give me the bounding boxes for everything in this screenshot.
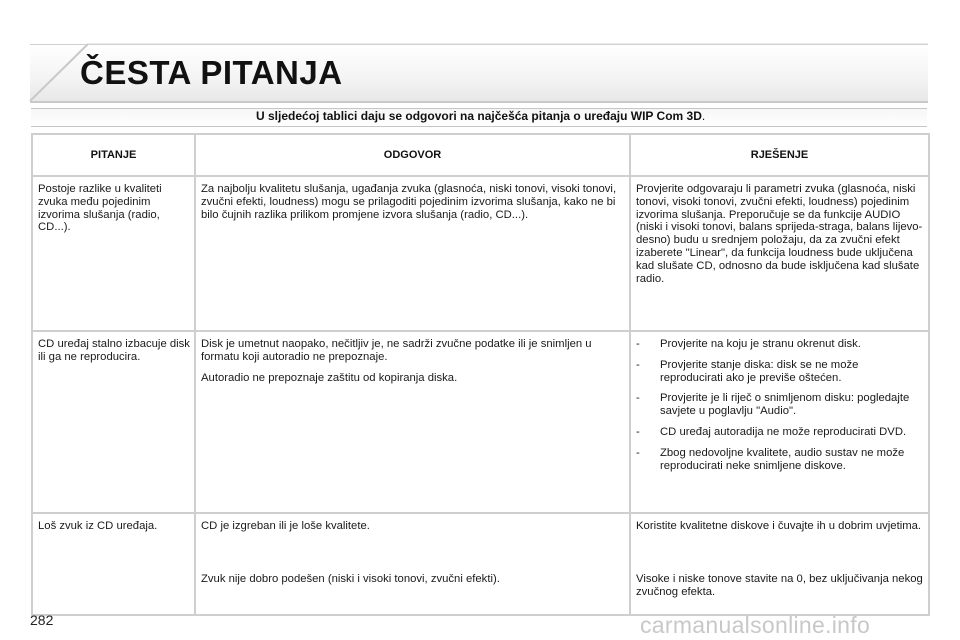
table-row bbox=[32, 331, 929, 513]
list-item-text: Zbog nedovoljne kvalitete, audio sustav ne može reproducirati neke snimljene diskove. bbox=[660, 446, 905, 472]
header-answer: ODGOVOR bbox=[195, 134, 630, 176]
dash-bullet: - bbox=[636, 338, 640, 350]
intro-bold: U sljedećoj tablici daju se odgovori na najčešća pitanja o uređaju WIP Com 3D bbox=[256, 109, 702, 123]
list-item-text: Provjerite je li riječ o snimljenom disku: pogledajte savjete u poglavlju "Audio". bbox=[660, 392, 910, 418]
question-cell: Loš zvuk iz CD uređaja. bbox=[32, 513, 195, 615]
faq-table bbox=[31, 133, 930, 616]
watermark: carmanualsonline.info bbox=[640, 612, 871, 638]
list-item bbox=[636, 338, 924, 351]
title-underline bbox=[30, 101, 928, 103]
list-item-text: CD uređaj autoradija ne može reproducirati DVD. bbox=[660, 425, 907, 438]
list-item bbox=[636, 392, 924, 418]
solution-cell bbox=[630, 331, 929, 513]
table-row bbox=[32, 176, 929, 331]
table-header-row bbox=[32, 134, 929, 176]
solution-cell: Visoke i niske tonove stavite na 0, bez uključivanja nekog zvučnog efekta. bbox=[636, 573, 923, 598]
page-title: ČESTA PITANJA bbox=[80, 54, 343, 91]
answer-cell: Za najbolju kvalitetu slušanja, ugađanja zvuka (glasnoća, niski tonovi, visoki tonovi, zvučni efekti, loudness) mogu se prilagoditi pojedinim izvorima slušanja, kako ne bi bilo čujnih razlika prilikom promjene izvora slušanja (radio, CD...). bbox=[195, 176, 630, 331]
intro-period: . bbox=[701, 109, 706, 123]
intro-text bbox=[256, 109, 705, 123]
page-number: 282 bbox=[30, 612, 54, 628]
header-solution: RJEŠENJE bbox=[630, 134, 929, 176]
header-question: PITANJE bbox=[32, 134, 195, 176]
list-item-text: Provjerite stanje diska: disk se ne može reproducirati ako je previše oštećen. bbox=[660, 358, 859, 384]
list-item bbox=[636, 359, 924, 385]
answer-cell: CD je izgreban ili je loše kvalitete. bbox=[195, 513, 630, 567]
list-item-text: Provjerite na koju je stranu okrenut disk. bbox=[660, 338, 861, 350]
answer-cell: Zvuk nije dobro podešen (niski i visoki tonovi, zvučni efekti). bbox=[195, 567, 630, 615]
dash-bullet: - bbox=[636, 425, 640, 438]
list-item bbox=[636, 426, 924, 439]
solution-cell: Koristite kvalitetne diskove i čuvajte ih u dobrim uvjetima. bbox=[630, 513, 929, 567]
solution-list bbox=[636, 338, 924, 472]
question-cell: Postoje razlike u kvaliteti zvuka među pojedinim izvorima slušanja (radio, CD...). bbox=[32, 176, 195, 331]
dash-bullet: - bbox=[636, 446, 640, 459]
dash-bullet: - bbox=[636, 392, 640, 405]
solution-cell: Provjerite odgovaraju li parametri zvuka (glasnoća, niski tonovi, visoki tonovi, zvučni efekti, loudness) pojedinim izvorima slušanja. Preporučuje se da funkcije AUDIO (niski i visoki tonovi, balans sprijeda-straga, balans lijevo-desno) budu u srednjem položaju, da za zvučni efekt izaberete "Linear", da funkcija loudness bude uključena kad slušate CD, odnosno da bude isključena kad slušate radio. bbox=[636, 183, 923, 285]
list-item bbox=[636, 447, 924, 473]
dash-bullet: - bbox=[636, 358, 640, 371]
table-row bbox=[32, 513, 929, 567]
answer-cell bbox=[195, 331, 630, 513]
answer-paragraph: Disk je umetnut naopako, nečitljiv je, ne sadrži zvučne podatke ili je snimljen u formatu koji autoradio ne prepoznaje. bbox=[201, 338, 592, 363]
question-cell: CD uređaj stalno izbacuje disk ili ga ne reproducira. bbox=[32, 331, 195, 513]
answer-paragraph: Autoradio ne prepoznaje zaštitu od kopiranja diska. bbox=[201, 371, 458, 384]
